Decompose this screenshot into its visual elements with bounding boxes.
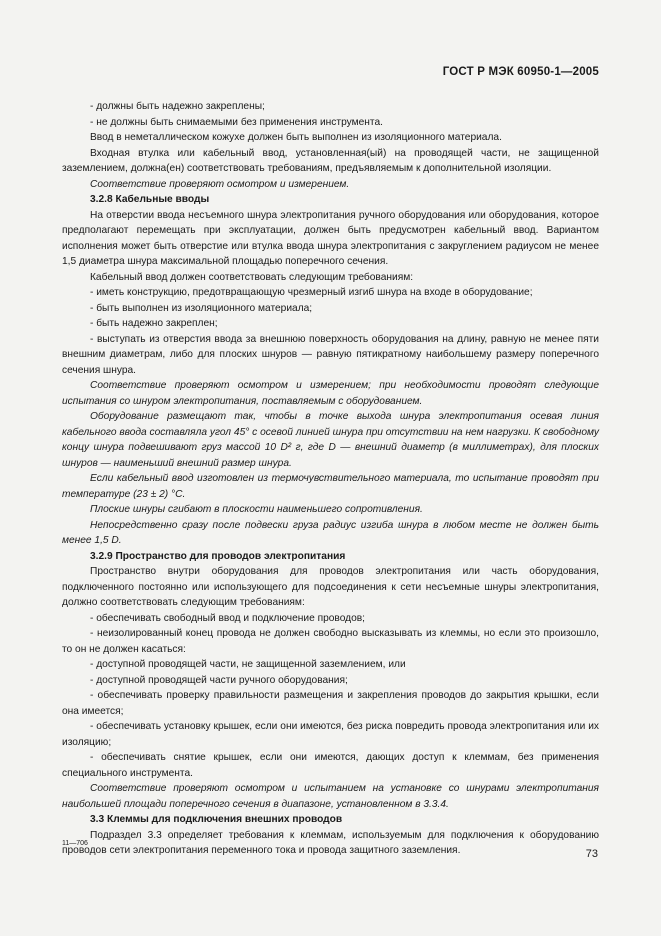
paragraph: Ввод в неметаллическом кожухе должен быть выполнен из изоляционного материала.: [90, 132, 502, 143]
paragraph: Оборудование размещают так, чтобы в точке выхода шнура электропитания осевая линия кабельного ввода составляла угол 45° с осевой линией шнура при отсутствии на нем нагрузки. К свободному концу шнура подвешивают груз массой 10 D² г, где D — внешний диаметр (в миллиметрах), для плоских шнуров — наименьший внешний размер шнура.: [62, 411, 599, 469]
paragraph: Соответствие проверяют осмотром и измерением.: [90, 178, 350, 190]
paragraph: - обеспечивать проверку правильности размещения и закрепления проводов до закрытия крышки, если она имеется;: [62, 690, 599, 717]
paragraph: Соответствие проверяют осмотром и испытанием на установке со шнурами электропитания наибольшей площади поперечного сечения в диапазоне, установленном в 3.3.4.: [62, 783, 599, 810]
paragraph: Если кабельный ввод изготовлен из термочувствительного материала, то испытание проводят при температуре (23 ± 2) °С.: [62, 473, 599, 500]
paragraph: - не должны быть снимаемыми без применения инструмента.: [90, 116, 383, 128]
section-heading: 3.2.9 Пространство для проводов электропитания: [90, 550, 346, 562]
paragraph: - обеспечивать установку крышек, если они имеются, без риска повредить провода электропитания или их изоляцию;: [62, 721, 599, 748]
paragraph: Входная втулка или кабельный ввод, установленная(ый) на проводящей части, не защищенной заземлением, должна(ен) соответствовать требованиям, предъявляемым к дополнительной изоляции.: [62, 147, 599, 174]
paragraph: - выступать из отверстия ввода за внешнюю поверхность оборудования на длину, равную не менее пяти внешним диаметрам, либо для плоских шнуров — равную пятикратному наибольшему размеру поперечного сечения шнура.: [62, 333, 599, 376]
section-heading: 3.3 Клеммы для подключения внешних проводов: [90, 814, 343, 825]
paragraph: Кабельный ввод должен соответствовать следующим требованиям:: [90, 271, 414, 283]
paragraph: - доступной проводящей части, не защищенной заземлением, или: [90, 659, 406, 670]
standard-header: ГОСТ Р МЭК 60950-1—2005: [442, 66, 599, 78]
section-heading: 3.2.8 Кабельные вводы: [90, 194, 210, 205]
paragraph: Подраздел 3.3 определяет требования к клеммам, используемым для подключения к оборудованию проводов сети электропитания переменного тока и провода защитного заземления.: [62, 829, 599, 856]
paragraph: Непосредственно сразу после подвески груза радиус изгиба шнура в любом месте не должен быть менее 1,5 D.: [62, 519, 599, 546]
paragraph: - неизолированный конец провода не должен свободно высказывать из клеммы, но если это произошло, то он не должен касаться:: [62, 628, 599, 655]
paragraph: Пространство внутри оборудования для проводов электропитания или часть оборудования, подключенного постоянно или использующего для подсоединения к сети несъемные шнуры электропитания, должно соответствовать следующим требованиям:: [62, 566, 599, 608]
paragraph: - обеспечивать снятие крышек, если они имеются, дающих доступ к клеммам, без применения специального инструмента.: [62, 752, 599, 779]
page-number: 73: [585, 848, 598, 860]
paragraph: - доступной проводящей части ручного оборудования;: [90, 674, 348, 686]
paragraph: Соответствие проверяют осмотром и измерением; при необходимости проводят следующие испытания со шнуром электропитания, поставляемым с оборудованием.: [62, 380, 599, 407]
paragraph: На отверстии ввода несъемного шнура электропитания ручного оборудования или оборудования, которое предполагают перемещать при эксплуатации, должен быть предусмотрен кабельный ввод. Вариантом исполнения может быть отверстие или втулка ввода шнура электропитания с закруглением радиусом не менее 1,5 диаметра шнура максимальной площадью поперечного сечения.: [62, 209, 599, 267]
paragraph: - иметь конструкцию, предотвращающую чрезмерный изгиб шнура на входе в оборудование;: [90, 287, 533, 298]
paragraph: - должны быть надежно закреплены;: [90, 101, 265, 112]
footer-code: 11—706: [62, 840, 88, 847]
document-body: [62, 99, 599, 859]
paragraph: Плоские шнуры сгибают в плоскости наименьшего сопротивления.: [90, 504, 423, 515]
paragraph: - обеспечивать свободный ввод и подключение проводов;: [90, 612, 366, 624]
paragraph: - быть выполнен из изоляционного материала;: [90, 302, 313, 314]
paragraph: - быть надежно закреплен;: [90, 318, 218, 329]
